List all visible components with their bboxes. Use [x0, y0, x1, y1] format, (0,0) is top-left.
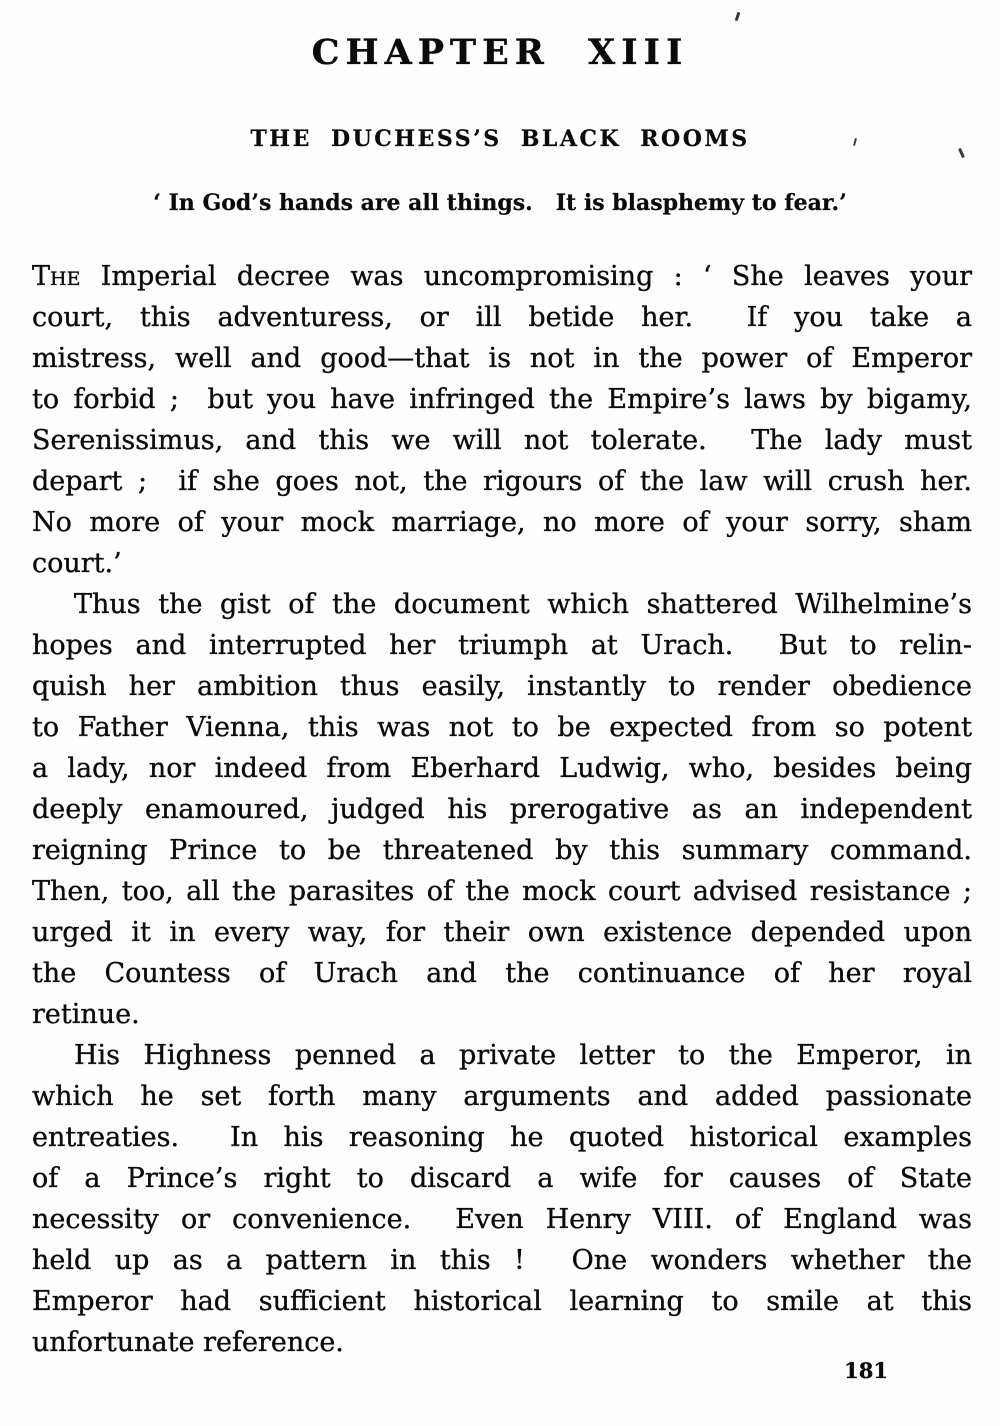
- text-line: quish her ambition thus easily, instantly to render obedience: [32, 671, 972, 702]
- text-line: urged it in every way, for their own existence depended upon: [32, 917, 972, 948]
- text-line: court, this adventuress, or ill betide her. If you take a: [32, 302, 972, 333]
- text-line: held up as a pattern in this ! One wonders whether the: [32, 1245, 972, 1276]
- page-number: 181: [844, 1358, 888, 1383]
- text-line: which he set forth many arguments and added passionate: [32, 1081, 972, 1112]
- text-line: retinue.: [32, 999, 140, 1030]
- text-line: mistress, well and good—that is not in the power of Emperor: [32, 343, 972, 374]
- text-line: entreaties. In his reasoning he quoted historical examples: [32, 1122, 972, 1153]
- text-line: unfortunate reference.: [32, 1327, 344, 1358]
- epigraph: ‘ In God’s hands are all things. It is blasphemy to fear.’: [153, 190, 847, 216]
- text-line: Thus the gist of the document which shattered Wilhelmine’s: [74, 589, 972, 620]
- text-line: Then, too, all the parasites of the mock court advised resistance ;: [32, 876, 972, 907]
- text-line: of a Prince’s right to discard a wife for causes of State: [32, 1163, 972, 1194]
- text-line: The Imperial decree was uncompromising : ‘ She leaves your: [32, 261, 972, 292]
- lead-word-smallcaps: The: [32, 261, 81, 292]
- chapter-heading: CHAPTER XIII: [311, 32, 689, 73]
- text-line: a lady, nor indeed from Eberhard Ludwig, who, besides being: [32, 753, 972, 784]
- text-line: the Countess of Urach and the continuance of her royal: [32, 958, 972, 989]
- text-line: to Father Vienna, this was not to be expected from so potent: [32, 712, 972, 743]
- text-line: His Highness penned a private letter to the Emperor, in: [74, 1040, 972, 1071]
- body-text: [32, 256, 972, 1363]
- text-line: deeply enamoured, judged his prerogative as an independent: [32, 794, 972, 825]
- text-line: necessity or convenience. Even Henry VIII. of England was: [32, 1204, 972, 1235]
- scan-artifact: [735, 12, 741, 21]
- text-line: Serenissimus, and this we will not tolerate. The lady must: [32, 425, 972, 456]
- text-line: depart ; if she goes not, the rigours of the law will crush her.: [32, 466, 972, 497]
- text-line: No more of your mock marriage, no more of your sorry, sham: [32, 507, 972, 538]
- text-line: reigning Prince to be threatened by this summary command.: [32, 835, 972, 866]
- text-line: to forbid ; but you have infringed the Empire’s laws by bigamy,: [32, 384, 972, 415]
- section-title: THE DUCHESS’S BLACK ROOMS: [250, 126, 750, 152]
- text-line: court.’: [32, 548, 122, 579]
- text-line: hopes and interrupted her triumph at Urach. But to relin-: [32, 630, 972, 661]
- text-line: Emperor had sufficient historical learning to smile at this: [32, 1286, 972, 1317]
